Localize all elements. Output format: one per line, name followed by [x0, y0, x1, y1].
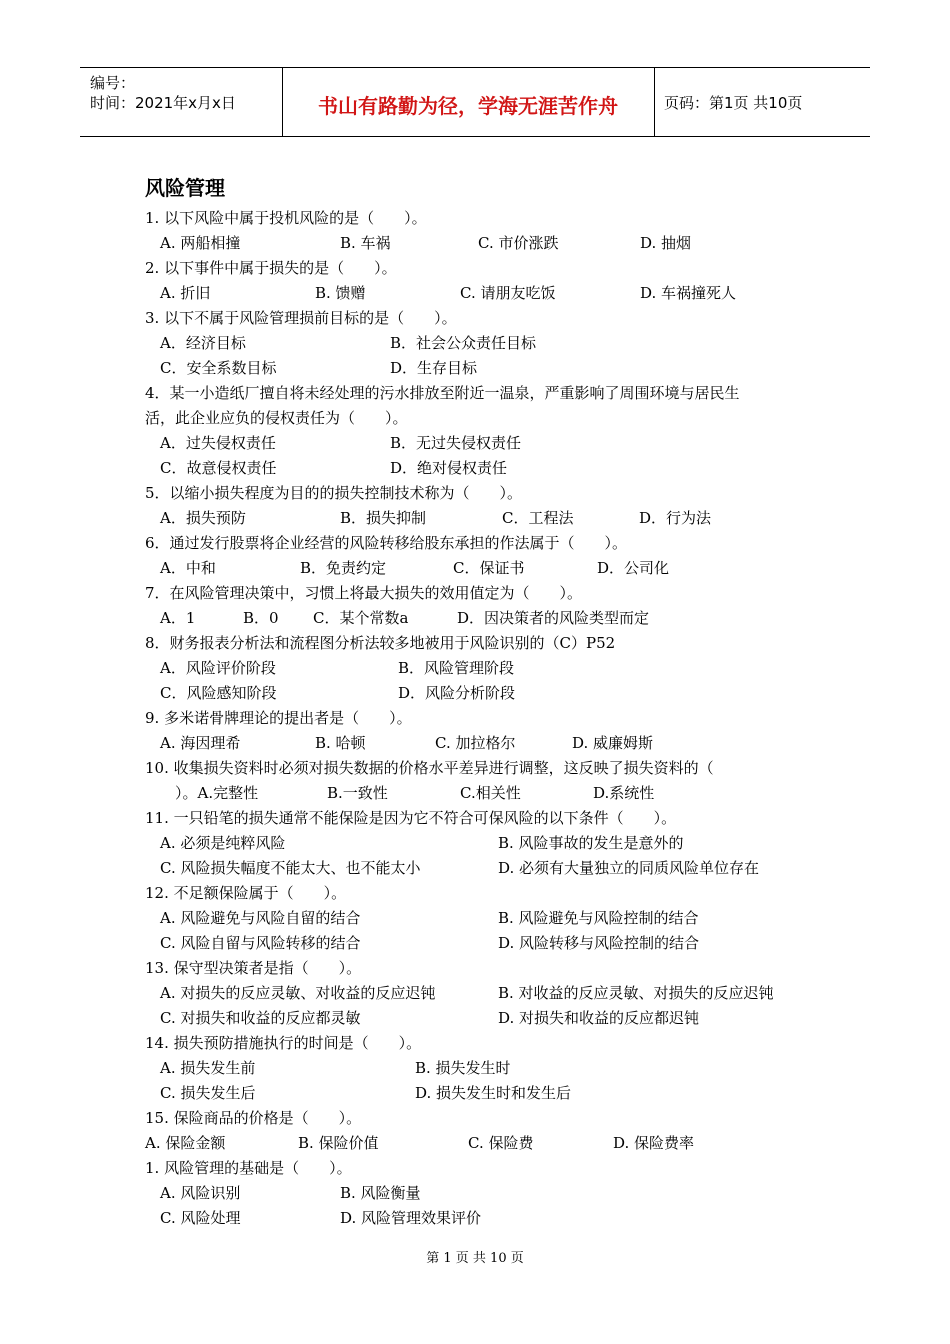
option-row: [145, 681, 825, 706]
answer-option: D. 风险管理效果评价: [340, 1209, 482, 1227]
page-footer: 第 1 页 共 10 页: [426, 1251, 524, 1266]
question-text: 活，此企业应负的侵权责任为（ ）。: [145, 409, 408, 427]
option-row: [145, 831, 825, 856]
question-stem: [145, 481, 825, 506]
question-text: 8．财务报表分析法和流程图分析法较多地被用于风险识别的（C）P52: [145, 634, 616, 652]
option-row: [145, 781, 825, 806]
question-text: 10. 收集损失资料时必须对损失数据的价格水平差异进行调整，这反映了损失资料的（: [145, 759, 714, 777]
answer-option: A. 风险避免与风险自留的结合: [160, 909, 361, 927]
answer-option: B．损失抑制: [340, 509, 427, 527]
page-header: [80, 67, 870, 137]
answer-option: A. 折旧: [160, 284, 211, 302]
option-row: [145, 1056, 825, 1081]
answer-option: B.一致性: [327, 784, 388, 802]
question-stem: [145, 1031, 825, 1056]
answer-option: C．安全系数目标: [160, 359, 277, 377]
answer-option: A. 海因理希: [160, 734, 241, 752]
answer-option: C. 风险自留与风险转移的结合: [160, 934, 361, 952]
answer-option: C. 请朋友吃饭: [460, 284, 556, 302]
answer-option: A. 对损失的反应灵敏、对收益的反应迟钝: [160, 984, 436, 1002]
answer-option: C. 加拉格尔: [435, 734, 516, 752]
document-number-label: 编号：: [90, 74, 136, 92]
question-text: 1. 以下风险中属于投机风险的是（ ）。: [145, 209, 427, 227]
answer-option: D. 保险费率: [613, 1134, 695, 1152]
question-text: 6．通过发行股票将企业经营的风险转移给股东承担的作法属于（ ）。: [145, 534, 628, 552]
option-row: [145, 981, 825, 1006]
answer-option: C. 风险处理: [160, 1209, 241, 1227]
question-stem: [145, 956, 825, 981]
answer-option: C．工程法: [502, 509, 574, 527]
question-text: 1. 风险管理的基础是（ ）。: [145, 1159, 352, 1177]
question-stem: [145, 1156, 825, 1181]
answer-option: A. 损失发生前: [160, 1059, 256, 1077]
answer-option: A. 风险识别: [160, 1184, 241, 1202]
answer-option: B. 对收益的反应灵敏、对损失的反应迟钝: [498, 984, 774, 1002]
option-row: [145, 331, 825, 356]
answer-option: C．风险感知阶段: [160, 684, 277, 702]
answer-option: A. 两船相撞: [160, 234, 241, 252]
option-row: [145, 431, 825, 456]
answer-option: B. 哈顿: [315, 734, 366, 752]
option-row: [145, 506, 825, 531]
question-text: 9. 多米诺骨牌理论的提出者是（ ）。: [145, 709, 412, 727]
answer-option: D. 必须有大量独立的同质风险单位存在: [498, 859, 760, 877]
question-stem: [145, 306, 825, 331]
question-stem: [145, 206, 825, 231]
document-title: 风险管理: [145, 176, 225, 200]
answer-option: A．经济目标: [160, 334, 246, 352]
answer-option: C. 市价涨跌: [478, 234, 559, 252]
answer-option: D. 风险转移与风险控制的结合: [498, 934, 700, 952]
answer-option: C．保证书: [453, 559, 525, 577]
answer-option: A．过失侵权责任: [160, 434, 276, 452]
answer-option: D．公司化: [597, 559, 670, 577]
answer-option: C. 保险费: [468, 1134, 534, 1152]
option-row: [145, 1206, 825, 1231]
question-stem: [145, 806, 825, 831]
header-left-cell: [80, 68, 283, 136]
question-stem: [145, 756, 825, 781]
option-row: [145, 931, 825, 956]
document-time-label: 时间：2021年x月x日: [90, 94, 236, 112]
option-row: [145, 456, 825, 481]
question-stem: [145, 406, 825, 431]
question-text: 13. 保守型决策者是指（ ）。: [145, 959, 362, 977]
answer-option: C. 对损失和收益的反应都灵敏: [160, 1009, 361, 1027]
answer-option: D．绝对侵权责任: [390, 459, 508, 477]
answer-option: B. 损失发生时: [415, 1059, 511, 1077]
option-row: [145, 356, 825, 381]
answer-option: D. 对损失和收益的反应都迟钝: [498, 1009, 700, 1027]
question-text: 12. 不足额保险属于（ ）。: [145, 884, 347, 902]
answer-option: B. 风险事故的发生是意外的: [498, 834, 684, 852]
question-text: 2. 以下事件中属于损失的是（ ）。: [145, 259, 397, 277]
answer-option: B. 风险衡量: [340, 1184, 421, 1202]
option-row: [145, 856, 825, 881]
question-text: 14. 损失预防措施执行的时间是（ ）。: [145, 1034, 422, 1052]
answer-option: C.相关性: [460, 784, 521, 802]
answer-option: A．1: [160, 609, 196, 627]
answer-option: D. 损失发生时和发生后: [415, 1084, 572, 1102]
option-row: [145, 1181, 825, 1206]
question-text: 5．以缩小损失程度为目的的损失控制技术称为（ ）。: [145, 484, 523, 502]
question-stem: [145, 631, 825, 656]
answer-option: C. 风险损失幅度不能太大、也不能太小: [160, 859, 421, 877]
question-stem: [145, 581, 825, 606]
question-text: 4．某一小造纸厂擅自将未经处理的污水排放至附近一温泉，严重影响了周围环境与居民生: [145, 384, 740, 402]
answer-option: A．风险评价阶段: [160, 659, 276, 677]
question-text: 11. 一只铅笔的损失通常不能保险是因为它不符合可保风险的以下条件（ ）。: [145, 809, 677, 827]
question-list: [145, 206, 825, 1231]
answer-option: D．因决策者的风险类型而定: [457, 609, 650, 627]
answer-option: B．无过失侵权责任: [390, 434, 522, 452]
option-row: [145, 231, 825, 256]
option-row: [145, 1131, 825, 1156]
answer-option: C．某个常数a: [313, 609, 409, 627]
question-text: 3. 以下不属于风险管理损前目标的是（ ）。: [145, 309, 457, 327]
answer-option: B．社会公众责任目标: [390, 334, 537, 352]
header-motto-cell: [282, 68, 655, 136]
answer-option: ）。A.完整性: [160, 784, 259, 802]
question-stem: [145, 1106, 825, 1131]
answer-option: B．免责约定: [300, 559, 387, 577]
question-stem: [145, 706, 825, 731]
answer-option: A．中和: [160, 559, 216, 577]
question-stem: [145, 381, 825, 406]
answer-option: A. 必须是纯粹风险: [160, 834, 286, 852]
option-row: [145, 556, 825, 581]
question-stem: [145, 881, 825, 906]
option-row: [145, 1006, 825, 1031]
answer-option: A. 保险金额: [145, 1134, 226, 1152]
option-row: [145, 906, 825, 931]
option-row: [145, 1081, 825, 1106]
header-page-info: 页码：第1页 共10页: [664, 94, 803, 112]
option-row: [145, 656, 825, 681]
question-text: 15. 保险商品的价格是（ ）。: [145, 1109, 362, 1127]
answer-option: B. 保险价值: [298, 1134, 379, 1152]
answer-option: D.系统性: [593, 784, 655, 802]
header-motto: 书山有路勤为径，学海无涯苦作舟: [318, 94, 618, 118]
answer-option: C．故意侵权责任: [160, 459, 277, 477]
answer-option: D. 抽烟: [640, 234, 692, 252]
option-row: [145, 731, 825, 756]
answer-option: D. 威廉姆斯: [572, 734, 654, 752]
question-stem: [145, 256, 825, 281]
answer-option: B．0: [243, 609, 279, 627]
question-text: 7．在风险管理决策中，习惯上将最大损失的效用值定为（ ）。: [145, 584, 583, 602]
option-row: [145, 281, 825, 306]
question-stem: [145, 531, 825, 556]
answer-option: A．损失预防: [160, 509, 246, 527]
answer-option: B. 馈赠: [315, 284, 366, 302]
answer-option: B. 车祸: [340, 234, 391, 252]
answer-option: D. 车祸撞死人: [640, 284, 737, 302]
answer-option: C. 损失发生后: [160, 1084, 256, 1102]
option-row: [145, 606, 825, 631]
answer-option: B．风险管理阶段: [398, 659, 515, 677]
answer-option: B. 风险避免与风险控制的结合: [498, 909, 699, 927]
answer-option: D．生存目标: [390, 359, 478, 377]
answer-option: D．行为法: [639, 509, 712, 527]
header-page-cell: [654, 68, 870, 136]
answer-option: D．风险分析阶段: [398, 684, 516, 702]
